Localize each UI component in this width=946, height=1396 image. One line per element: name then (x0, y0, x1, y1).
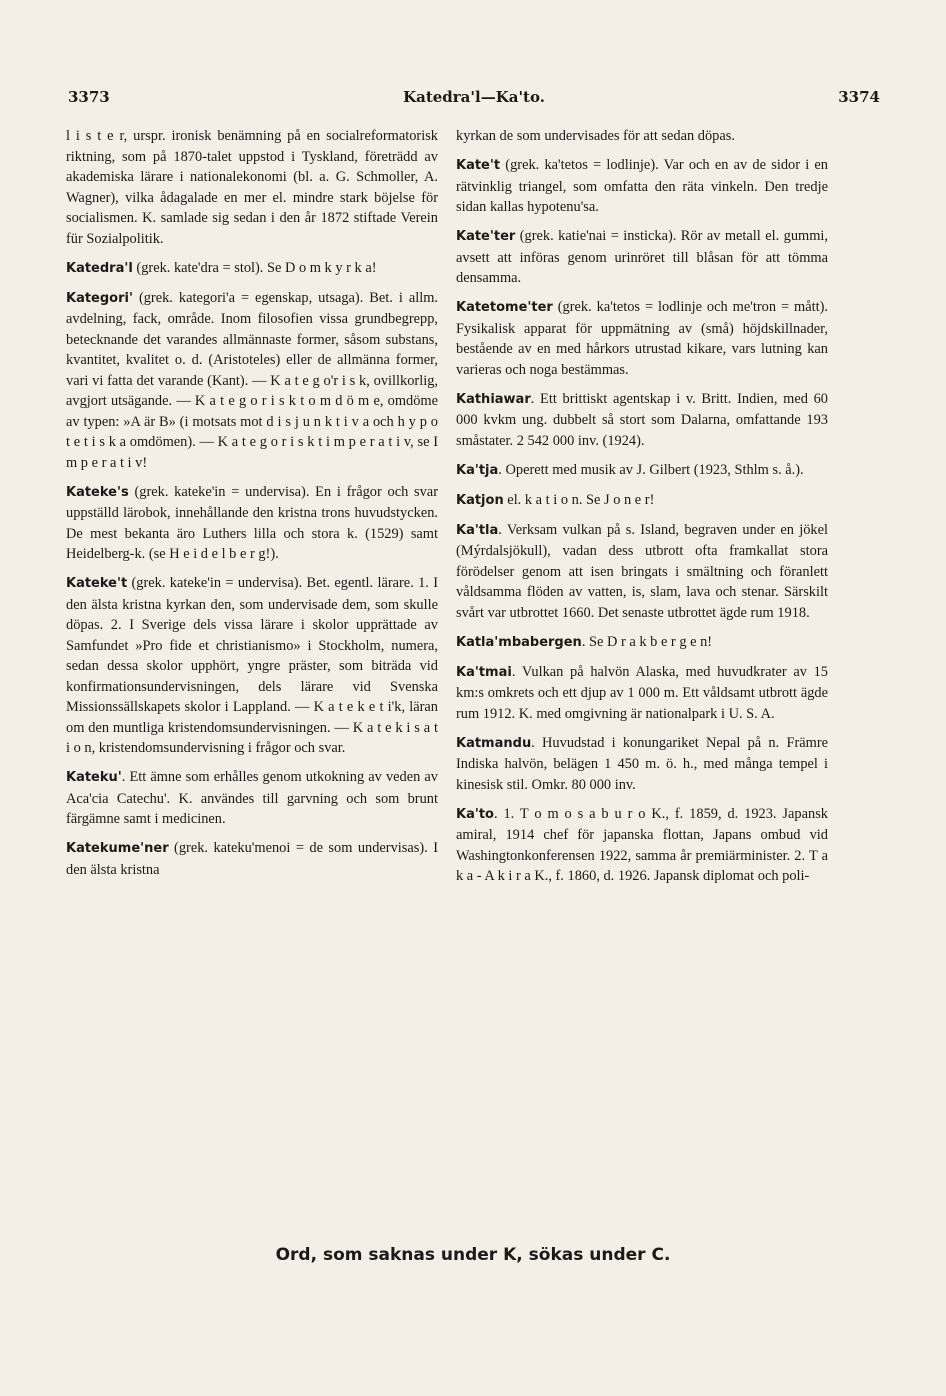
entry-katja (456, 460, 828, 482)
entry-text: (grek. kateku'menoi = de som undervisas). I den älsta kristna (66, 840, 438, 878)
entry-headword: Kateku' (66, 770, 122, 785)
entry-headword: Kateke't (66, 576, 128, 591)
entry-continued-lister (66, 126, 438, 249)
entry-text: (grek. kate'dra = stol). Se D o m k y r k a! (132, 259, 377, 276)
entry-headword: Kategori' (66, 290, 133, 306)
entry-text: . Operett med musik av J. Gilbert (1923, Sthlm s. å.). (498, 461, 804, 478)
entry-text: (grek. kateke'in = undervisa). Bet. egentl. lärare. 1. I den älsta kristna kyrkan den, som undervisade dem, som skulle döpas. 2. I Sverige dels vissa lärare i skolor upprättade av Samfundet »Pro fide et christianismo» i Stockholm, numera, sedan dessa skolor upphört, yngre präster, som biträda vid konfirmationsundervisningen, dels lärare vid Svenska Missionssällskapets skolor i Lappland. — K a t e k e t i'k, läran om den muntliga kristendomsundervisningen. — K a t e k i s a t i o n, kristendomsundervisning i frågor och svar. (66, 575, 438, 756)
page-title: Katedra'l—Ka'to. (403, 88, 545, 106)
entry-kato (456, 804, 828, 887)
page-footer-note: Ord, som saknas under K, sökas under C. (275, 1245, 671, 1265)
entry-headword: Katjon (456, 492, 504, 508)
entry-text: . Ett ämne som erhålles genom utkokning av veden av Aca'cia Catechu'. K. användes till garvning och som brunt färgämne samt i medicinen. (66, 769, 438, 827)
entry-katetometer (456, 297, 828, 380)
entry-text: . Huvudstad i konungariket Nepal på n. Främre Indiska halvön, belägen 1 450 m. ö. h., med många tempel i kinesisk stil. Omkr. 80 000 inv. (456, 734, 828, 793)
page-number-left: 3373 (68, 88, 110, 106)
entry-headword: Ka'tla (456, 522, 499, 538)
entry-katla (456, 520, 828, 624)
entry-katmai (456, 662, 828, 725)
entry-headword: Katedra'l (66, 260, 133, 276)
entry-text: . Ett brittiskt agentskap i v. Britt. Indien, med 60 000 kvkm ung. dubbelt så stort som Dalarna, omfattande 193 småstater. 2 542 000 inv. (1924). (456, 390, 828, 449)
entry-text: (grek. katie'nai = insticka). Rör av metall el. gummi, avsett att införas genom urinröret till blåsan för att tömma densamma. (456, 228, 828, 286)
entry-headword: Kathiawar (456, 391, 531, 407)
entry-katekes (66, 482, 438, 565)
entry-headword: Kate't (456, 158, 501, 173)
entry-katmandu (456, 733, 828, 796)
entry-headword: Kate'ter (456, 229, 516, 244)
entry-kathiawar (456, 389, 828, 452)
entry-kateket (66, 573, 438, 759)
entry-headword: Ka'tmai (456, 664, 512, 680)
entry-text: (grek. kategori'a = egenskap, utsaga). Bet. i allm. avdelning, fack, område. Inom filosofien vissa grundbegrepp, betecknande det varandes allmännaste former, såsom substans, kvantitet, kvalitet o. d. (Aristoteles) eller de allmänna former, vari vi fatta det varande (Kant). — K a t e g o'r i s k, ovillkorlig, avgjort utsägande. — K a t e g o r i s k t o m d ö m e, omdöme av typen: »A är B» (i motsats mot d i s j u n k t i v a och h y p o t e t i s k a omdömen). — K a t e g o r i s k t i m p e r a t i v, se I m p e r a t i v! (66, 289, 438, 471)
entry-katet (456, 155, 828, 218)
left-column (66, 126, 438, 1238)
page-number-right: 3374 (838, 88, 880, 106)
entry-continued-katekumener (456, 126, 828, 147)
entry-text: (grek. ka'tetos = lodlinje). Var och en av de sidor i en rätvinklig triangel, som omfatta den räta vinkeln. Den tredje sidan kallas hypotenu'sa. (456, 157, 828, 215)
right-column (456, 126, 828, 1238)
entry-katlambabergen (456, 632, 828, 654)
entry-kateku (66, 767, 438, 830)
entry-text: . Se D r a k b e r g e n! (581, 633, 713, 650)
page-header (68, 88, 880, 110)
entry-katedral (66, 258, 438, 280)
entry-text: . 1. T o m o s a b u r o K., f. 1859, d. 1923. Japansk amiral, 1914 chef för japanska flottan, Japans ombud vid Washingtonkonferensen 1922, samma år premiärminister. 2. T a k a - A k i r a K., f. 1860, d. 1926. Japansk diplomat och poli- (456, 805, 828, 884)
entry-text: l i s t e r, urspr. ironisk benämning på en socialreformatorisk riktning, som på 1870-talet uppstod i Tyskland, företrädd av akademiska lärare i nationalekonomi (bl. a. G. Schmoller, A. Wagner), vilka ådagalade en mer el. mindre stark böjelse för socialismen. K. samlade sig sedan i den år 1872 stiftade Verein für Sozialpolitik. (66, 128, 438, 247)
entry-headword: Ka'to (456, 806, 494, 822)
entry-katjon (456, 490, 828, 512)
entry-headword: Katla'mbabergen (456, 634, 582, 650)
entry-text: (grek. ka'tetos = lodlinje och me'tron = mått). Fysikalisk apparat för uppmätning av (små) höjdskillnader, bestående av en med hårkors utrustad kikare, vars lutning kan varieras och noga bestämmas. (456, 299, 828, 378)
entry-katekumener (66, 838, 438, 880)
entry-headword: Katekume'ner (66, 841, 169, 856)
entry-kateter (456, 226, 828, 289)
entry-kategori (66, 288, 438, 474)
entry-headword: Kateke's (66, 484, 129, 500)
entry-headword: Ka'tja (456, 462, 499, 478)
entry-text: kyrkan de som undervisades för att sedan döpas. (456, 128, 735, 144)
entry-headword: Katmandu (456, 735, 532, 751)
entry-text: . Verksam vulkan på s. Island, begraven under en jökel (Mýrdalsjökull), vadan dess utbrott ofta framkallat stora förödelser genom att isen bringats i smältning och föranlett våldsamma flöden av vatten, is, slam, lava och stenar. Särskilt svårt var utbrottet 1660. Det senaste utbrottet ägde rum 1918. (456, 521, 828, 621)
entry-text: . Vulkan på halvön Alaska, med huvudkrater av 15 km:s omkrets och ett djup av 1 000 m. Ett våldsamt utbrott ägde rum 1912. K. med omgivning är nationalpark i U. S. A. (456, 663, 828, 722)
entry-text: (grek. kateke'in = undervisa). En i frågor och svar uppställd lärobok, innehållande den kristna trons huvudstycken. De mest bekanta äro Luthers lilla och stora k. (1529) samt Heidelberg-k. (se H e i d e l b e r g!). (66, 483, 438, 562)
entry-text: el. k a t i o n. Se J o n e r! (503, 491, 655, 508)
entry-headword: Katetome'ter (456, 300, 553, 315)
